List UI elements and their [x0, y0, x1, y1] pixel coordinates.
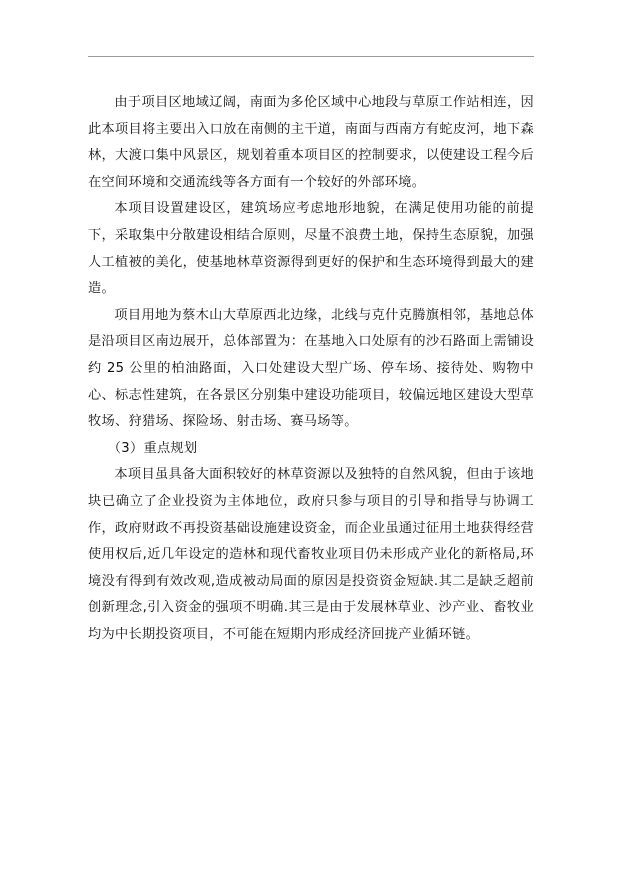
header-rule: [88, 56, 534, 57]
section-heading-key-planning: （3）重点规划: [107, 440, 198, 456]
paragraph-land-layout: 项目用地为蔡木山大草原西北边缘，北线与克什克腾旗相邻，基地总体是沿项目区南边展开，总体部置为：在基地入口处原有的沙石路面上需铺设约 25 公里的柏油路面，入口处建设大型广场、停车场、接待处、购物中心、标志性建筑，在各景区分别集中建设功能项目，较偏远地区建设大型草牧场、狩猎场、探险场、射击场、赛马场等。: [88, 307, 534, 430]
paragraph-entrance-planning: 由于项目区地域辽阔，南面为多伦区域中心地段与草原工作站相连，因此本项目将主要出入口放在南侧的主干道，南面与西南方有蛇皮河，地下森林，大渡口集中风景区，规划着重本项目区的控制要求，以使建设工程今后在空间环境和交通流线等各方面有一个较好的外部环境。: [88, 95, 534, 190]
document-body: [88, 90, 534, 648]
paragraph-construction-area: 本项目设置建设区，建筑场应考虑地形地貌，在满足使用功能的前提下，采取集中分散建设相结合原则，尽量不浪费土地，保持生态原貌，加强人工植被的美化，使基地林草资源得到更好的保护和生态环境得到最大的建造。: [88, 201, 534, 297]
paragraph-investment-issues: 本项目虽具备大面积较好的林草资源以及独特的自然风貌，但由于该地块已确立了企业投资为主体地位，政府只参与项目的引导和指导与协调工作，政府财政不再投资基础设施建设资金，而企业虽通过征用土地获得经营使用权后,近几年设定的造林和现代畜牧业项目仍未形成产业化的新格局,环境没有得到有效改观,造成被动局面的原因是投资资金短缺.其二是缺乏超前创新理念,引入资金的强项不明确.其三是由于发展林草业、沙产业、畜牧业均为中长期投资项目，不可能在短期内形成经济回拢产业循环链。: [88, 467, 534, 642]
